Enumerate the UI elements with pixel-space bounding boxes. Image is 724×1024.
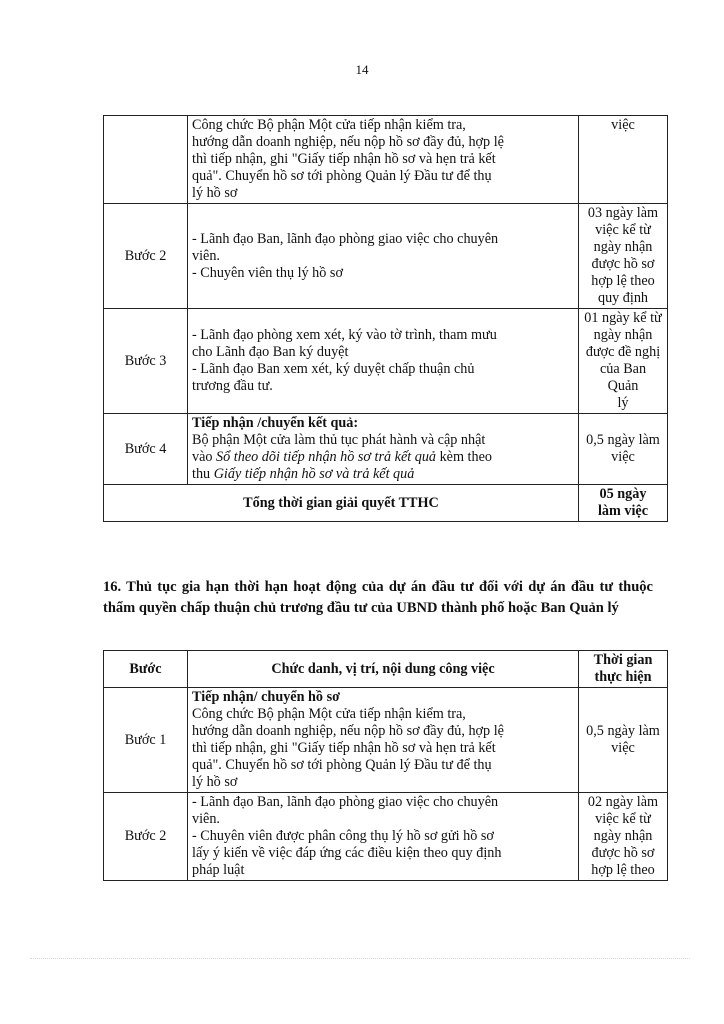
description-line: quả". Chuyển hồ sơ tới phòng Quản lý Đầu tư để thụ xyxy=(192,168,492,184)
time-line: được đề nghị xyxy=(585,344,661,360)
description-cell xyxy=(188,688,579,793)
description-line: - Lãnh đạo Ban xem xét, ký duyệt chấp thuận chủ xyxy=(192,361,475,377)
table-row xyxy=(104,204,668,309)
time-line: làm việc xyxy=(597,503,649,519)
description-line: hướng dẫn doanh nghiệp, nếu nộp hồ sơ đầy đủ, hợp lệ xyxy=(192,134,504,150)
text-fragment: thu xyxy=(192,466,214,482)
step-cell: Bước 1 xyxy=(104,688,188,793)
time-cell xyxy=(579,116,668,204)
description-cell xyxy=(188,793,579,881)
time-line: được hồ sơ xyxy=(591,845,655,861)
page-number: 14 xyxy=(355,62,369,77)
description-line: lý hồ sơ xyxy=(192,774,238,790)
step-title: Tiếp nhận /chuyển kết quả: xyxy=(192,415,359,431)
time-line: việc kể từ xyxy=(595,222,651,238)
description-line: lấy ý kiến về việc đáp ứng các điều kiện theo quy định xyxy=(192,845,502,861)
total-label: Tổng thời gian giải quyết TTHC xyxy=(104,485,579,522)
header-time-line: thực hiện xyxy=(594,669,652,685)
step-cell: Bước 4 xyxy=(104,414,188,485)
step-cell xyxy=(104,116,188,204)
header-time xyxy=(579,651,668,688)
description-line: Công chức Bộ phận Một cửa tiếp nhận kiểm tra, xyxy=(192,706,466,722)
total-row xyxy=(104,485,668,522)
time-line: lý xyxy=(617,395,629,411)
description-line: viên. xyxy=(192,247,220,264)
description-line: viên. xyxy=(192,811,220,827)
table-row xyxy=(104,116,668,204)
description-line xyxy=(192,466,574,483)
table-row xyxy=(104,309,668,414)
procedure-table-continued xyxy=(103,115,668,522)
text-fragment: kèm theo xyxy=(436,449,492,465)
time-line: việc kể từ xyxy=(595,811,651,827)
time-line: hợp lệ theo xyxy=(591,273,655,289)
section-heading: 16. Thủ tục gia hạn thời hạn hoạt động của dự án đầu tư đối với dự án đầu tư thuộc thẩm quyền chấp thuận chủ trương đầu tư của UBND thành phố hoặc Ban Quản lý xyxy=(103,579,653,616)
header-row xyxy=(104,651,668,688)
time-cell xyxy=(579,793,668,881)
description-cell xyxy=(188,116,579,204)
description-cell xyxy=(188,414,579,485)
table-row xyxy=(104,793,668,881)
time-line: hợp lệ theo xyxy=(591,862,655,878)
description-line: - Lãnh đạo Ban, lãnh đạo phòng giao việc cho chuyên xyxy=(192,230,499,247)
step-cell: Bước 2 xyxy=(104,204,188,309)
description-line: lý hồ sơ xyxy=(192,185,238,201)
description-line xyxy=(192,449,574,466)
text-fragment: vào xyxy=(192,449,217,465)
description-line: - Chuyên viên thụ lý hồ sơ xyxy=(192,264,343,281)
time-line: 03 ngày làm xyxy=(587,205,659,221)
total-time-cell xyxy=(579,485,668,522)
description-line: thì tiếp nhận, ghi "Giấy tiếp nhận hồ sơ và hẹn trả kết xyxy=(192,151,496,167)
time-cell xyxy=(579,688,668,793)
time-line: 01 ngày kể từ xyxy=(584,310,662,326)
description-line: pháp luật xyxy=(192,862,245,878)
time-cell xyxy=(579,309,668,414)
time-line: của Ban Quản xyxy=(599,361,647,394)
time-line: ngày nhận xyxy=(593,828,653,844)
time-line: ngày nhận xyxy=(593,239,653,255)
italic-document-name: Sổ theo dõi tiếp nhận hồ sơ trả kết quả xyxy=(216,449,437,465)
description-line: Bộ phận Một cửa làm thủ tục phát hành và cập nhật xyxy=(192,432,486,448)
description-line: Công chức Bộ phận Một cửa tiếp nhận kiểm tra, xyxy=(192,117,466,133)
time-line: 05 ngày xyxy=(599,486,647,502)
description-line: quả". Chuyển hồ sơ tới phòng Quản lý Đầu tư để thụ xyxy=(192,757,492,773)
description-line: cho Lãnh đạo Ban ký duyệt xyxy=(192,344,349,360)
time-line: 0,5 ngày làm xyxy=(586,432,660,448)
step-title: Tiếp nhận/ chuyển hồ sơ xyxy=(192,689,340,705)
description-line: hướng dẫn doanh nghiệp, nếu nộp hồ sơ đầy đủ, hợp lệ xyxy=(192,723,504,739)
description-line: thì tiếp nhận, ghi "Giấy tiếp nhận hồ sơ và hẹn trả kết xyxy=(192,740,496,756)
description-line: trương đầu tư. xyxy=(192,378,273,394)
header-step: Bước xyxy=(104,651,188,688)
time-line: việc xyxy=(611,740,635,756)
step-cell: Bước 3 xyxy=(104,309,188,414)
time-line: ngày nhận xyxy=(593,327,653,343)
description-cell xyxy=(188,309,579,414)
scan-artifact-divider xyxy=(30,958,690,959)
procedure-table-16 xyxy=(103,650,668,881)
step-cell: Bước 2 xyxy=(104,793,188,881)
time-line: việc xyxy=(611,449,635,465)
table-row xyxy=(104,688,668,793)
description-line: - Lãnh đạo phòng xem xét, ký vào tờ trình, tham mưu xyxy=(192,327,497,343)
table-row xyxy=(104,414,668,485)
description-line: - Lãnh đạo Ban, lãnh đạo phòng giao việc cho chuyên xyxy=(192,794,499,810)
time-line: được hồ sơ xyxy=(591,256,655,272)
description-line: - Chuyên viên được phân công thụ lý hồ sơ gửi hồ sơ xyxy=(192,828,494,844)
time-line: việc xyxy=(611,117,635,133)
time-line: quy định xyxy=(597,290,649,306)
time-line: 02 ngày làm xyxy=(587,794,659,810)
italic-document-name: Giấy tiếp nhận hồ sơ và trả kết quả xyxy=(213,466,415,482)
time-cell xyxy=(579,414,668,485)
time-line: 0,5 ngày làm xyxy=(586,723,660,739)
description-cell xyxy=(188,204,579,309)
header-description: Chức danh, vị trí, nội dung công việc xyxy=(188,651,579,688)
header-time-line: Thời gian xyxy=(593,652,653,668)
time-cell xyxy=(579,204,668,309)
